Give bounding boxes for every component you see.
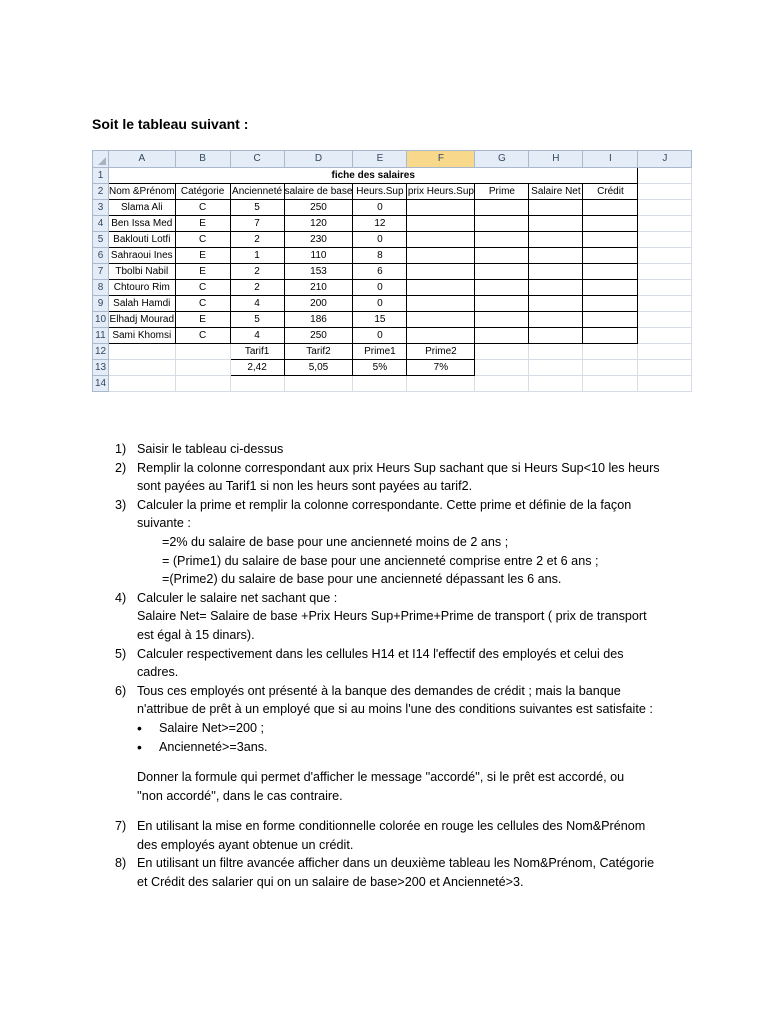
data-cell: Ben Issa Med	[109, 216, 176, 232]
empty-cell	[638, 248, 692, 264]
question-line: est égal à 15 dinars).	[137, 627, 255, 642]
column-title-cell: Salaire Net	[529, 184, 583, 200]
salary-sheet-table	[92, 150, 692, 392]
question-body	[137, 817, 675, 854]
empty-data-cell	[475, 328, 529, 344]
empty-data-cell	[475, 248, 529, 264]
column-header-i: I	[583, 151, 638, 168]
empty-cell	[353, 376, 407, 392]
question-body	[137, 854, 675, 891]
empty-data-cell	[529, 328, 583, 344]
data-cell: 200	[284, 296, 353, 312]
sheet-row	[93, 360, 692, 376]
question-line: Calculer la prime et remplir la colonne correspondante. Cette prime et définie de la façon	[137, 497, 632, 512]
sheet-row	[93, 184, 692, 200]
data-cell: Slama Ali	[109, 200, 176, 216]
question-number: 8)	[115, 856, 127, 871]
empty-cell	[407, 376, 475, 392]
empty-data-cell	[583, 280, 638, 296]
empty-cell	[638, 280, 692, 296]
question-line: cadres.	[137, 665, 179, 680]
question-number: 3)	[115, 497, 127, 512]
empty-data-cell	[475, 312, 529, 328]
empty-data-cell	[407, 312, 475, 328]
bullet-item	[137, 738, 675, 757]
empty-data-cell	[475, 280, 529, 296]
row-header: 4	[93, 216, 109, 232]
column-title-cell: prix Heurs.Sup	[407, 184, 475, 200]
empty-cell	[638, 296, 692, 312]
empty-data-cell	[475, 264, 529, 280]
question-body	[137, 496, 675, 589]
row-header: 1	[93, 168, 109, 184]
data-cell: 2	[230, 264, 284, 280]
empty-data-cell	[407, 264, 475, 280]
column-title-cell: Nom &Prénom	[109, 184, 176, 200]
question-number: 6)	[115, 683, 127, 698]
data-cell: 210	[284, 280, 353, 296]
empty-data-cell	[407, 248, 475, 264]
empty-data-cell	[583, 216, 638, 232]
empty-cell	[529, 344, 583, 360]
question-item	[115, 645, 675, 682]
empty-data-cell	[407, 200, 475, 216]
data-cell: Salah Hamdi	[109, 296, 176, 312]
empty-cell	[175, 344, 230, 360]
row-header: 6	[93, 248, 109, 264]
sheet-row	[93, 376, 692, 392]
empty-cell	[638, 312, 692, 328]
question-sub-line: =2% du salaire de base pour une ancienneté moins de 2 ans ;	[162, 534, 509, 549]
question-line: suivante :	[137, 516, 191, 531]
data-cell: 186	[284, 312, 353, 328]
question-number: 7)	[115, 819, 127, 834]
question-body	[137, 682, 675, 806]
data-cell: C	[175, 232, 230, 248]
empty-data-cell	[529, 312, 583, 328]
param-value-cell: 5,05	[284, 360, 353, 376]
sheet-title-cell: fiche des salaires	[109, 168, 638, 184]
empty-cell	[638, 360, 692, 376]
empty-cell	[638, 200, 692, 216]
row-header: 10	[93, 312, 109, 328]
sheet-row	[93, 168, 692, 184]
question-line: Saisir le tableau ci-dessus	[137, 442, 284, 456]
empty-data-cell	[583, 296, 638, 312]
question-item	[115, 817, 675, 854]
data-cell: Sahraoui Ines	[109, 248, 176, 264]
empty-cell	[583, 344, 638, 360]
empty-cell	[638, 184, 692, 200]
data-cell: C	[175, 328, 230, 344]
sheet-row	[93, 232, 692, 248]
empty-data-cell	[529, 280, 583, 296]
column-title-cell: Crédit	[583, 184, 638, 200]
column-title-cell: Heurs.Sup	[353, 184, 407, 200]
question-body	[137, 459, 675, 496]
question-line: Remplir la colonne correspondant aux prix Heurs Sup sachant que si Heurs Sup<10 les heurs	[137, 460, 660, 475]
empty-cell	[284, 376, 353, 392]
data-cell: 0	[353, 280, 407, 296]
question-body	[137, 440, 675, 459]
data-cell: Sami Khomsi	[109, 328, 176, 344]
sheet-row	[93, 264, 692, 280]
column-header-h: H	[529, 151, 583, 168]
data-cell: Chtouro Rim	[109, 280, 176, 296]
empty-cell	[529, 376, 583, 392]
data-cell: C	[175, 200, 230, 216]
question-item	[115, 496, 675, 589]
empty-cell	[475, 344, 529, 360]
question-item	[115, 459, 675, 496]
data-cell: 0	[353, 296, 407, 312]
bullet-item	[137, 719, 675, 738]
data-cell: 5	[230, 312, 284, 328]
question-line: ''non accordé'', dans le cas contraire.	[137, 788, 343, 803]
question-number: 2)	[115, 460, 127, 475]
column-title-cell: Ancienneté	[230, 184, 284, 200]
question-sub-line: =(Prime2) du salaire de base pour une ancienneté dépassant les 6 ans.	[162, 572, 562, 587]
row-header: 9	[93, 296, 109, 312]
data-cell: 5	[230, 200, 284, 216]
param-label-cell: Prime2	[407, 344, 475, 360]
sheet-row	[93, 248, 692, 264]
column-header-b: B	[175, 151, 230, 168]
question-line: Calculer respectivement dans les cellules H14 et I14 l'effectif des employés et celui des	[137, 646, 624, 661]
question-line: Donner la formule qui permet d'afficher le message ''accordé'', si le prêt est accordé, ou	[137, 770, 625, 785]
empty-data-cell	[583, 312, 638, 328]
data-cell: 8	[353, 248, 407, 264]
empty-data-cell	[407, 296, 475, 312]
bullet-text: Salaire Net>=200 ;	[159, 720, 265, 735]
bullet-icon: •	[137, 719, 142, 736]
empty-data-cell	[529, 200, 583, 216]
empty-cell	[583, 376, 638, 392]
data-cell: 0	[353, 200, 407, 216]
question-line: et Crédit des salarier qui on un salaire de base>200 et Ancienneté>3.	[137, 875, 524, 890]
data-cell: Elhadj Mourad	[109, 312, 176, 328]
column-header-a: A	[109, 151, 176, 168]
column-header-d: D	[284, 151, 353, 168]
empty-data-cell	[583, 248, 638, 264]
question-item	[115, 440, 675, 459]
data-cell: 2	[230, 232, 284, 248]
empty-data-cell	[475, 232, 529, 248]
empty-cell	[638, 376, 692, 392]
row-header: 8	[93, 280, 109, 296]
empty-cell	[583, 360, 638, 376]
empty-data-cell	[407, 232, 475, 248]
empty-cell	[109, 376, 176, 392]
row-header: 3	[93, 200, 109, 216]
question-line: Salaire Net= Salaire de base +Prix Heurs Sup+Prime+Prime de transport ( prix de transport	[137, 609, 647, 624]
data-cell: 250	[284, 200, 353, 216]
data-cell: 120	[284, 216, 353, 232]
sheet-row	[93, 312, 692, 328]
empty-data-cell	[475, 296, 529, 312]
data-cell: Tbolbi Nabil	[109, 264, 176, 280]
row-header: 7	[93, 264, 109, 280]
empty-cell	[109, 344, 176, 360]
question-number: 1)	[115, 442, 127, 456]
empty-cell	[638, 232, 692, 248]
sheet-row	[93, 280, 692, 296]
empty-data-cell	[529, 216, 583, 232]
question-body	[137, 645, 675, 682]
column-header-c: C	[230, 151, 284, 168]
spacer	[137, 756, 675, 768]
question-line: En utilisant un filtre avancée afficher dans un deuxième tableau les Nom&Prénom, Catégorie	[137, 856, 655, 871]
empty-cell	[638, 328, 692, 344]
empty-cell	[529, 360, 583, 376]
empty-cell	[638, 216, 692, 232]
sheet-row	[93, 216, 692, 232]
question-number: 4)	[115, 590, 127, 605]
empty-data-cell	[583, 200, 638, 216]
empty-cell	[230, 376, 284, 392]
bullet-icon: •	[137, 738, 142, 755]
spreadsheet-image	[92, 150, 692, 392]
empty-cell	[175, 376, 230, 392]
data-cell: Baklouti Lotfi	[109, 232, 176, 248]
question-number: 5)	[115, 646, 127, 661]
data-cell: 0	[353, 232, 407, 248]
empty-cell	[175, 360, 230, 376]
data-cell: 1	[230, 248, 284, 264]
data-cell: E	[175, 312, 230, 328]
empty-cell	[638, 344, 692, 360]
empty-cell	[638, 168, 692, 184]
sheet-row	[93, 296, 692, 312]
data-cell: 153	[284, 264, 353, 280]
question-line: Tous ces employés ont présenté à la banque des demandes de crédit ; mais la banque	[137, 683, 621, 698]
empty-data-cell	[583, 264, 638, 280]
empty-data-cell	[407, 216, 475, 232]
column-title-cell: Prime	[475, 184, 529, 200]
question-line: sont payées au Tarif1 si non les heurs sont payées au tarif2.	[137, 479, 473, 494]
empty-data-cell	[529, 264, 583, 280]
row-header: 2	[93, 184, 109, 200]
empty-cell	[638, 264, 692, 280]
question-item	[115, 682, 675, 806]
data-cell: 0	[353, 328, 407, 344]
question-line: En utilisant la mise en forme conditionnelle colorée en rouge les cellules des Nom&Prénom	[137, 819, 646, 834]
param-label-cell: Prime1	[353, 344, 407, 360]
param-value-cell: 2,42	[230, 360, 284, 376]
empty-data-cell	[407, 280, 475, 296]
empty-cell	[475, 360, 529, 376]
data-cell: 6	[353, 264, 407, 280]
param-label-cell: Tarif1	[230, 344, 284, 360]
column-title-cell: Catégorie	[175, 184, 230, 200]
empty-data-cell	[583, 232, 638, 248]
row-header: 13	[93, 360, 109, 376]
data-cell: C	[175, 296, 230, 312]
param-value-cell: 5%	[353, 360, 407, 376]
column-title-cell: salaire de base	[284, 184, 353, 200]
question-body	[137, 589, 675, 645]
data-cell: 250	[284, 328, 353, 344]
data-cell: E	[175, 264, 230, 280]
data-cell: 12	[353, 216, 407, 232]
data-cell: 4	[230, 328, 284, 344]
bullet-text: Ancienneté>=3ans.	[159, 739, 268, 754]
spacer	[115, 805, 675, 817]
select-all-corner	[93, 151, 109, 168]
row-header: 12	[93, 344, 109, 360]
question-item	[115, 854, 675, 891]
column-header-j: J	[638, 151, 692, 168]
empty-data-cell	[529, 248, 583, 264]
question-line: Calculer le salaire net sachant que :	[137, 590, 338, 605]
data-cell: 2	[230, 280, 284, 296]
data-cell: 4	[230, 296, 284, 312]
sheet-row	[93, 200, 692, 216]
row-header: 11	[93, 328, 109, 344]
empty-data-cell	[529, 232, 583, 248]
data-cell: 230	[284, 232, 353, 248]
question-item	[115, 589, 675, 645]
exercise-questions	[115, 440, 675, 892]
column-header-row	[93, 151, 692, 168]
data-cell: E	[175, 216, 230, 232]
data-cell: E	[175, 248, 230, 264]
sheet-row	[93, 328, 692, 344]
column-header-g: G	[475, 151, 529, 168]
question-line: n'attribue de prêt à un employé que si au moins l'une des conditions suivantes est satisfaite :	[137, 702, 653, 717]
question-line: des employés ayant obtenue un crédit.	[137, 837, 354, 852]
column-header-e: E	[353, 151, 407, 168]
sheet-row	[93, 344, 692, 360]
row-header: 5	[93, 232, 109, 248]
param-value-cell: 7%	[407, 360, 475, 376]
question-sub-line: = (Prime1) du salaire de base pour une ancienneté comprise entre 2 et 6 ans ;	[162, 553, 599, 568]
column-header-f: F	[407, 151, 475, 168]
data-cell: 110	[284, 248, 353, 264]
empty-data-cell	[407, 328, 475, 344]
page-heading: Soit le tableau suivant :	[92, 116, 249, 132]
data-cell: C	[175, 280, 230, 296]
empty-data-cell	[583, 328, 638, 344]
empty-data-cell	[529, 296, 583, 312]
param-label-cell: Tarif2	[284, 344, 353, 360]
empty-cell	[109, 360, 176, 376]
data-cell: 15	[353, 312, 407, 328]
empty-cell	[475, 376, 529, 392]
row-header: 14	[93, 376, 109, 392]
empty-data-cell	[475, 216, 529, 232]
data-cell: 7	[230, 216, 284, 232]
empty-data-cell	[475, 200, 529, 216]
